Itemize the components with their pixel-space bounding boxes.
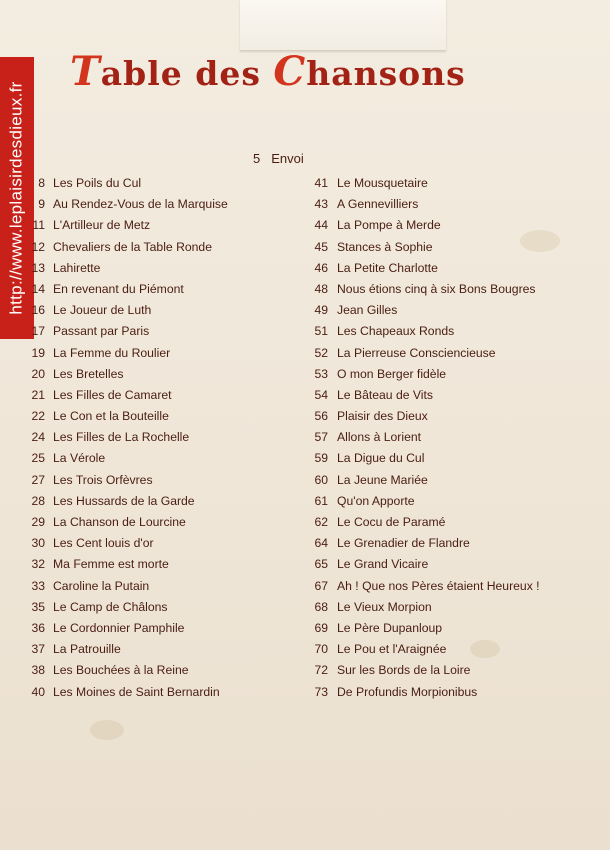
toc-entry [20, 470, 310, 491]
toc-entry [310, 194, 600, 215]
song-title: La Femme du Roulier [53, 345, 171, 360]
page-number: 72 [314, 663, 328, 678]
song-title: Les Hussards de la Garde [53, 493, 195, 508]
paper-stain [90, 720, 124, 740]
envoi-entry [253, 151, 304, 166]
page-number: 13 [31, 260, 45, 275]
song-title: Le Grand Vicaire [337, 557, 429, 572]
page-number: 14 [31, 281, 45, 296]
toc-entry [310, 554, 600, 575]
song-title: La Chanson de Lourcine [53, 515, 186, 529]
song-title: La Pompe à Merde [337, 218, 441, 233]
tape-strip [240, 0, 446, 51]
page-number: 65 [314, 557, 328, 572]
page-number: 57 [314, 430, 328, 445]
song-title: Nous étions cinq à six Bons Bougres [337, 281, 536, 296]
page-number: 25 [31, 451, 45, 466]
page-number: 5 [253, 151, 261, 166]
toc-entry [310, 576, 600, 597]
toc-entry [310, 491, 600, 512]
page-number: 51 [314, 324, 328, 339]
song-title: Le Camp de Châlons [53, 599, 168, 614]
song-title: Sur les Bords de la Loire [337, 663, 471, 678]
song-title: En revenant du Piémont [53, 281, 184, 296]
toc-entry [310, 237, 600, 258]
toc-entry [20, 427, 310, 448]
song-title: Allons à Lorient [337, 430, 422, 445]
page-number: 9 [38, 197, 45, 212]
page-number: 54 [314, 387, 328, 402]
song-title: De Profundis Morpionibus [337, 684, 478, 699]
right-column [310, 173, 600, 703]
toc-entry [20, 448, 310, 469]
toc-entry [20, 597, 310, 618]
page-number: 29 [31, 515, 45, 529]
toc-entry [20, 554, 310, 575]
page-number: 70 [314, 642, 328, 657]
page-number: 16 [31, 303, 45, 318]
song-title: Ma Femme est morte [53, 557, 169, 572]
title-text: hansons [306, 54, 466, 93]
toc-entry [20, 215, 310, 236]
left-column [20, 173, 310, 703]
page-number: 8 [38, 176, 45, 190]
song-title: Ah ! Que nos Pères étaient Heureux ! [337, 578, 540, 593]
toc-entry [20, 364, 310, 385]
toc-entry [310, 385, 600, 406]
toc-entry [20, 533, 310, 554]
page-number: 17 [31, 324, 45, 339]
toc-entry [310, 470, 600, 491]
song-title: La Jeune Mariée [337, 472, 428, 487]
page-number: 46 [314, 260, 328, 275]
song-title: Les Cent louis d'or [53, 536, 154, 551]
song-title: Le Joueur de Luth [53, 303, 152, 318]
page-number: 44 [314, 218, 328, 233]
page-number: 32 [31, 557, 45, 572]
song-title: Le Cocu de Paramé [337, 515, 446, 529]
toc-entry [20, 618, 310, 639]
toc-entry [310, 533, 600, 554]
page-number: 20 [31, 366, 45, 381]
song-title: Le Con et la Bouteille [53, 409, 169, 424]
song-title: La Patrouille [53, 642, 121, 657]
page-number: 40 [31, 684, 45, 699]
toc-entry [20, 491, 310, 512]
page-number: 67 [314, 578, 328, 593]
song-title: Le Pou et l'Araignée [337, 642, 447, 657]
toc-entry [20, 343, 310, 364]
page-number: 52 [314, 345, 328, 360]
song-title: Les Bouchées à la Reine [53, 663, 189, 678]
page-number: 62 [314, 515, 328, 529]
song-title: Les Chapeaux Ronds [337, 324, 455, 339]
song-title: Chevaliers de la Table Ronde [53, 239, 212, 254]
page-number: 69 [314, 620, 328, 635]
toc-entry [20, 258, 310, 279]
page-number: 35 [31, 599, 45, 614]
song-title: Le Grenadier de Flandre [337, 536, 470, 551]
toc-entry [20, 406, 310, 427]
page-number: 30 [31, 536, 45, 551]
page-number: 61 [314, 493, 328, 508]
page-number: 60 [314, 472, 328, 487]
page-number: 73 [314, 684, 328, 699]
page-number: 41 [314, 176, 328, 190]
page-number: 38 [31, 663, 45, 678]
page-number: 22 [31, 409, 45, 424]
site-url-text: http://www.leplaisirdesdieux.fr [7, 81, 27, 315]
song-title: Passant par Paris [53, 324, 150, 339]
song-title: Le Père Dupanloup [337, 620, 443, 635]
toc-entry [310, 406, 600, 427]
toc-entry [310, 364, 600, 385]
song-title: Le Mousquetaire [337, 176, 428, 190]
toc-entry [310, 258, 600, 279]
toc-entry [20, 512, 310, 533]
page-number: 48 [314, 281, 328, 296]
song-title: Les Filles de La Rochelle [53, 430, 190, 445]
toc-entry [20, 300, 310, 321]
toc-entry [20, 194, 310, 215]
toc-entry [310, 427, 600, 448]
toc-entry [20, 576, 310, 597]
song-title: A Gennevilliers [337, 197, 419, 212]
toc-entry [310, 597, 600, 618]
song-title: Le Vieux Morpion [337, 599, 432, 614]
song-title: Stances à Sophie [337, 239, 433, 254]
page-number: 68 [314, 599, 328, 614]
page-number: 21 [31, 387, 45, 402]
song-title: Lahirette [53, 260, 101, 275]
page-number: 24 [31, 430, 45, 445]
page-number: 45 [314, 239, 328, 254]
song-title: Plaisir des Dieux [337, 409, 428, 424]
page-number: 33 [31, 578, 45, 593]
toc-entry [310, 343, 600, 364]
toc-entry [310, 448, 600, 469]
page-number: 64 [314, 536, 328, 551]
toc-entry [310, 300, 600, 321]
song-title: Les Filles de Camaret [53, 387, 172, 402]
toc-entry [310, 279, 600, 300]
toc-entry [20, 682, 310, 703]
song-title: L'Artilleur de Metz [53, 218, 151, 233]
page-number: 12 [31, 239, 45, 254]
page-number: 37 [31, 642, 45, 657]
song-title: Au Rendez-Vous de la Marquise [53, 197, 228, 212]
toc-entry [310, 682, 600, 703]
page-number: 11 [32, 218, 45, 233]
song-title: Le Bâteau de Vits [337, 387, 433, 402]
title-initial: T [70, 48, 101, 95]
page-number: 49 [314, 303, 328, 318]
toc-entry [20, 385, 310, 406]
song-title: Le Cordonnier Pamphile [53, 620, 185, 635]
toc-entry [310, 660, 600, 681]
song-title: O mon Berger fidèle [337, 366, 447, 381]
toc-entry [310, 512, 600, 533]
page-title [70, 48, 490, 95]
page-number: 56 [314, 409, 328, 424]
toc-entry [20, 173, 310, 194]
song-title: Les Moines de Saint Bernardin [53, 684, 220, 699]
song-title: Les Poils du Cul [53, 176, 142, 190]
song-title: Caroline la Putain [53, 578, 150, 593]
page-number: 53 [314, 366, 328, 381]
toc-entry [20, 237, 310, 258]
page-number: 36 [31, 620, 45, 635]
title-text: able des [100, 54, 274, 93]
song-title: Les Trois Orfèvres [53, 472, 153, 487]
toc-entry [20, 639, 310, 660]
toc-entry [310, 173, 600, 194]
toc-entry [310, 618, 600, 639]
toc-entry [310, 639, 600, 660]
song-title: Qu'on Apporte [337, 493, 415, 508]
song-title: La Digue du Cul [337, 451, 425, 466]
title-initial: C [273, 48, 307, 95]
song-title: La Petite Charlotte [337, 260, 438, 275]
song-title: La Pierreuse Consciencieuse [337, 345, 496, 360]
toc-entry [310, 321, 600, 342]
song-title: Envoi [271, 151, 304, 166]
page-number: 43 [314, 197, 328, 212]
page-number: 19 [31, 345, 45, 360]
toc-entry [20, 321, 310, 342]
page-number: 59 [314, 451, 328, 466]
toc-entry [310, 215, 600, 236]
toc-entry [20, 279, 310, 300]
song-title: Les Bretelles [53, 366, 124, 381]
toc-entry [20, 660, 310, 681]
song-title: Jean Gilles [337, 303, 398, 318]
song-title: La Vérole [53, 451, 106, 466]
page-number: 27 [31, 472, 45, 487]
page-number: 28 [31, 493, 45, 508]
